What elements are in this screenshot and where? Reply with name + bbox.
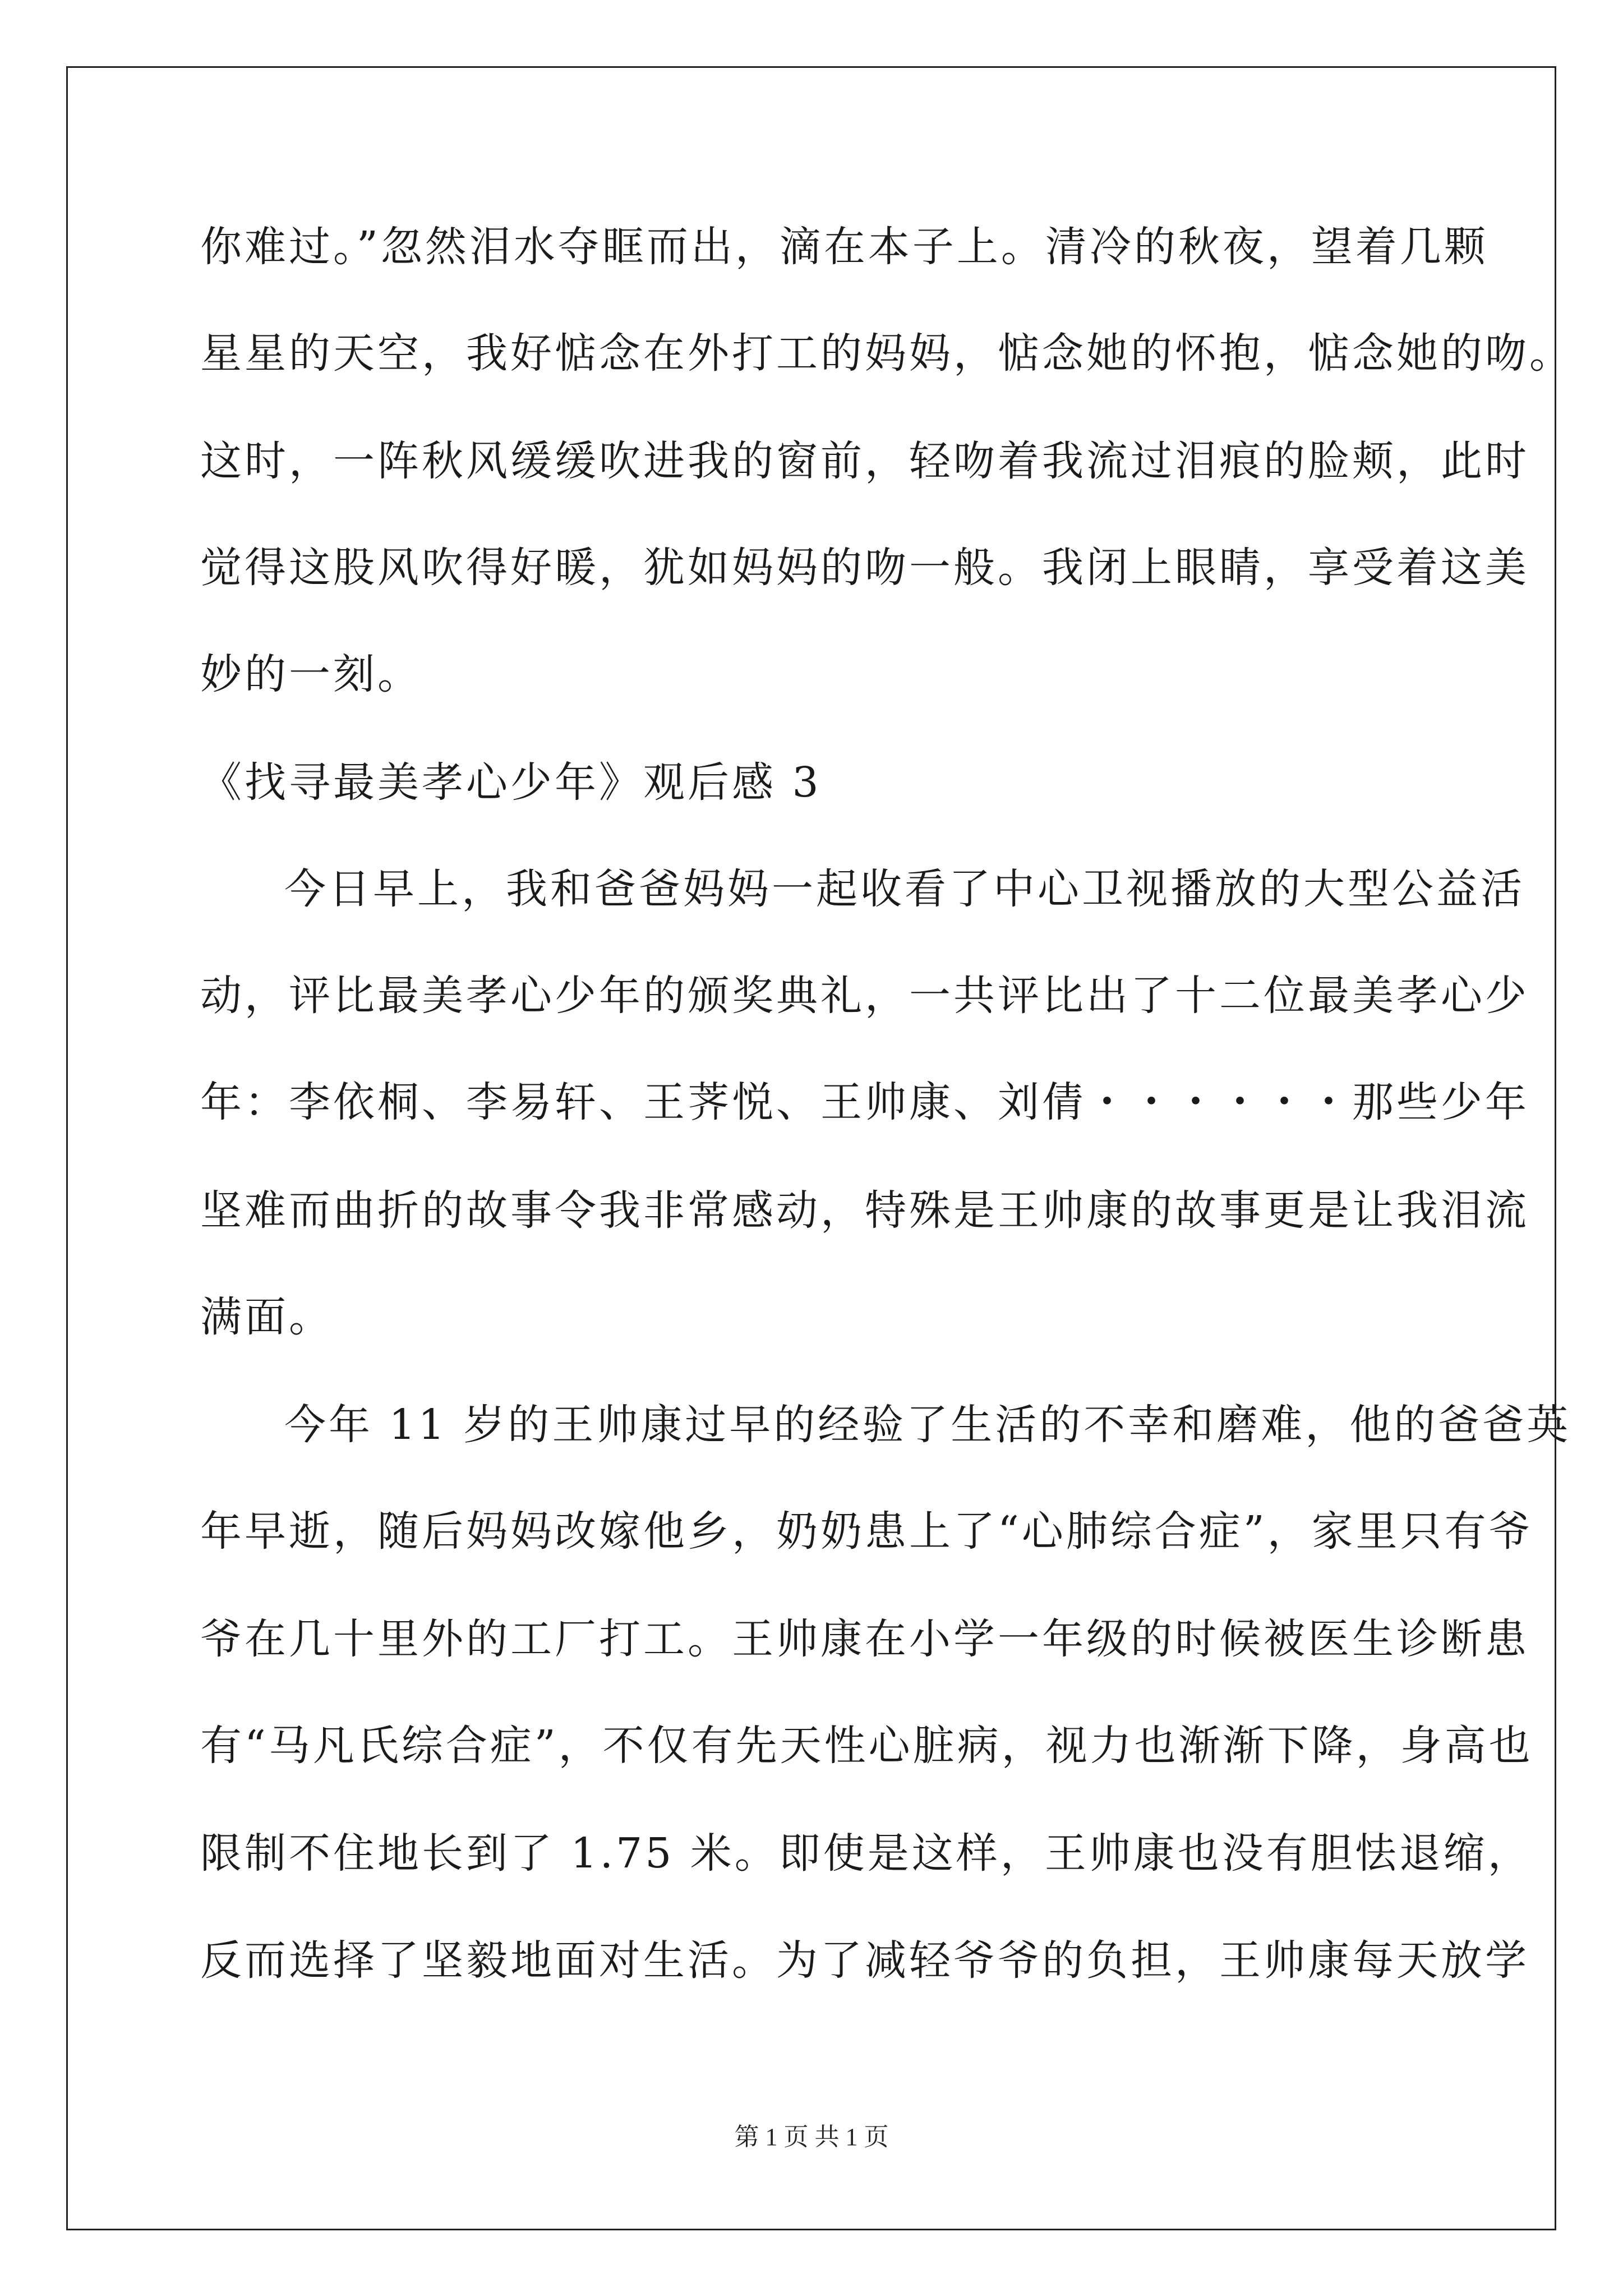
page-footer: 第 1 页 共 1 页 xyxy=(734,2123,889,2151)
text-line: 觉得这股风吹得好暖，犹如妈妈的吻一般。我闭上眼睛，享受着这美 xyxy=(200,544,1529,592)
text-line: 年早逝，随后妈妈改嫁他乡，奶奶患上了“心肺综合症”，家里只有爷 xyxy=(200,1507,1533,1556)
paragraph-first-line: 今年 11 岁的王帅康过早的经验了生活的不幸和磨难，他的爸爸英 xyxy=(284,1401,1571,1449)
text-line: 这时，一阵秋风缓缓吹进我的窗前，轻吻着我流过泪痕的脸颊，此时 xyxy=(200,437,1529,485)
text-line: 满面。 xyxy=(200,1293,333,1341)
text-line: 妙的一刻。 xyxy=(200,650,422,698)
text-line: 你难过。”忽然泪水夺眶而出，滴在本子上。清冷的秋夜，望着几颗 xyxy=(200,223,1488,271)
text-line: 坚难而曲折的故事令我非常感动，特殊是王帅康的故事更是让我泪流 xyxy=(200,1186,1529,1235)
section-heading: 《找寻最美孝心少年》观后感 3 xyxy=(200,758,822,807)
text-line: 反而选择了坚毅地面对生活。为了减轻爷爷的负担，王帅康每天放学 xyxy=(200,1936,1529,1985)
page-border xyxy=(66,66,1556,2230)
text-line: 星星的天空，我好惦念在外打工的妈妈，惦念她的怀抱，惦念她的吻。 xyxy=(200,329,1574,378)
text-line: 爷在几十里外的工厂打工。王帅康在小学一年级的时候被医生诊断患 xyxy=(200,1615,1529,1663)
paragraph-first-line: 今日早上，我和爸爸妈妈一起收看了中心卫视播放的大型公益活 xyxy=(284,865,1525,913)
text-line: 年：李依桐、李易轩、王荠悦、王帅康、刘倩・・・・・・那些少年 xyxy=(200,1078,1529,1126)
text-line: 有“马凡氏综合症”，不仅有先天性心脏病，视力也渐渐下降，身高也 xyxy=(200,1722,1533,1770)
text-line: 限制不住地长到了 1.75 米。即使是这样，王帅康也没有胆怯退缩， xyxy=(200,1829,1532,1878)
text-line: 动，评比最美孝心少年的颁奖典礼，一共评比出了十二位最美孝心少 xyxy=(200,972,1529,1020)
